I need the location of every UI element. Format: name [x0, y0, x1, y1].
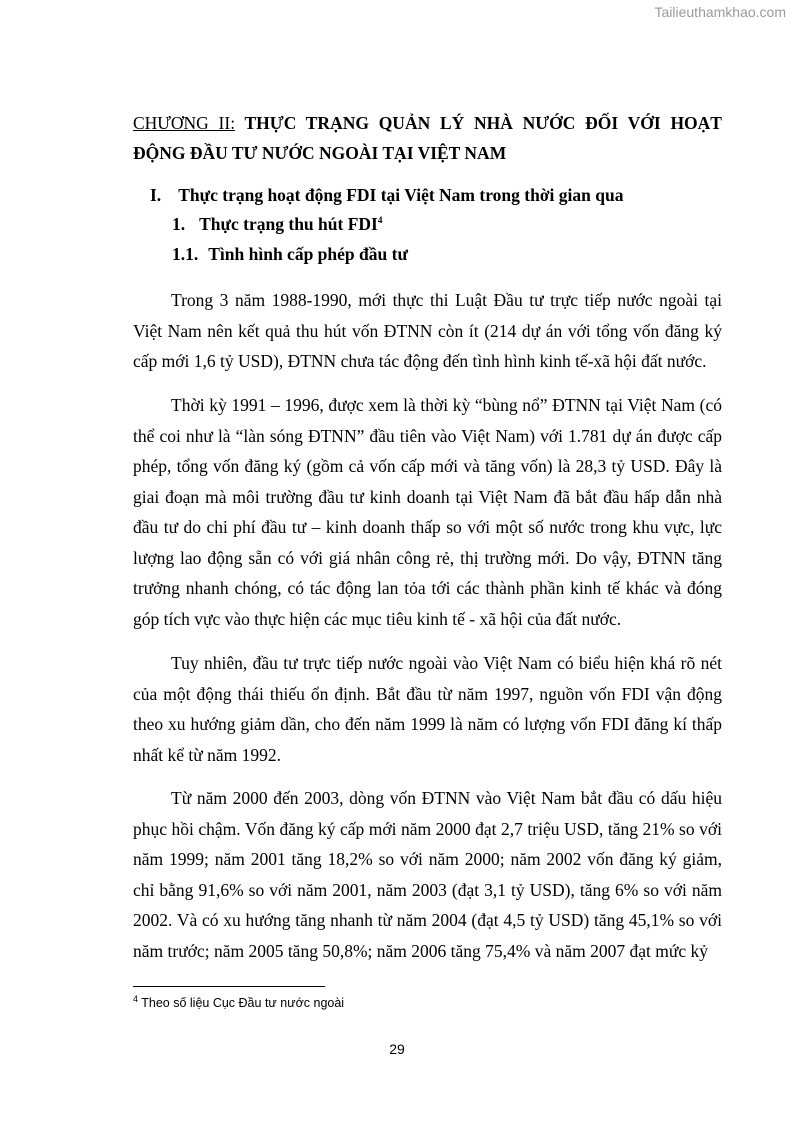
paragraph-line: chỉ bằng 91,6% so với năm 2001, năm 2003 (đạt 3,1 tỷ USD), tăng 6% so với năm: [133, 879, 722, 900]
paragraph-line: thể coi như là “làn sóng ĐTNN” đầu tiên vào Việt Nam) với 1.781 dự án được cấp: [133, 425, 722, 446]
paragraph-line: theo xu hướng giảm dần, cho đến năm 1999 là năm có lượng vốn FDI đăng kí thấp: [133, 714, 722, 734]
section-title: Tình hình cấp phép đầu tư: [208, 244, 408, 264]
section-1-heading: [172, 214, 382, 235]
footnote-number: 4: [133, 994, 139, 1004]
chapter-label: CHƯƠNG II:: [133, 113, 236, 133]
page-number: 29: [389, 1041, 405, 1057]
section-1-1-heading: [172, 244, 408, 265]
chapter-title-line1: [133, 113, 722, 134]
paragraph-line: năm 1999; năm 2001 tăng 18,2% so với năm 2000; năm 2002 vốn đăng ký giảm,: [133, 849, 722, 869]
paragraph-line: Việt Nam nên kết quả thu hút vốn ĐTNN còn ít (214 dự án với tổng vốn đăng ký: [133, 320, 722, 341]
section-I-heading: [150, 185, 623, 206]
section-title: Thực trạng hoạt động FDI tại Việt Nam trong thời gian qua: [178, 185, 624, 205]
paragraph-line: Từ năm 2000 đến 2003, dòng vốn ĐTNN vào Việt Nam bắt đầu có dấu hiệu: [171, 788, 722, 808]
paragraph-line: 2002. Và có xu hướng tăng nhanh từ năm 2004 (đạt 4,5 tỷ USD) tăng 45,1% so với: [133, 910, 722, 930]
section-number: 1.: [172, 214, 186, 234]
chapter-title: THỰC TRẠNG QUẢN LÝ NHÀ NƯỚC ĐỐI VỚI HOẠT: [244, 113, 722, 133]
footnote-divider: [133, 986, 325, 987]
paragraph-line: của một động thái thiếu ổn định. Bắt đầu từ năm 1997, nguồn vốn FDI vận động: [133, 683, 722, 704]
paragraph-line: Thời kỳ 1991 – 1996, được xem là thời kỳ “bùng nổ” ĐTNN tại Việt Nam (có: [171, 395, 722, 415]
paragraph-line: giai đoạn mà môi trường đầu tư kinh doanh tại Việt Nam đã bắt đầu hấp dẫn nhà: [133, 486, 722, 507]
paragraph-line: Tuy nhiên, đầu tư trực tiếp nước ngoài vào Việt Nam có biểu hiện khá rõ nét: [171, 653, 722, 673]
section-number: I.: [150, 185, 162, 205]
section-number: 1.1.: [172, 244, 199, 264]
paragraph-line: lượng lao động sẵn có với giá nhân công rẻ, thị trường mới. Do vậy, ĐTNN tăng: [133, 547, 722, 568]
paragraph-line: phép, tổng vốn đăng ký (gồm cả vốn cấp mới và tăng vốn) là 28,3 tỷ USD. Đây là: [133, 456, 722, 476]
chapter-title-line2: ĐỘNG ĐẦU TƯ NƯỚC NGOÀI TẠI VIỆT NAM: [133, 143, 507, 163]
paragraph-line: góp tích vực vào thực hiện các mục tiêu kinh tế - xã hội của đất nước.: [133, 608, 622, 629]
footnote-ref[interactable]: 4: [377, 215, 383, 226]
paragraph-line: nhất kể từ năm 1992.: [133, 744, 281, 765]
footnote: [133, 994, 344, 1010]
footnote-text: Theo số liệu Cục Đầu tư nước ngoài: [138, 996, 345, 1011]
paragraph-line: cấp mới 1,6 tỷ USD), ĐTNN chưa tác động đến tình hình kinh tế-xã hội đất nước.: [133, 351, 707, 371]
paragraph-line: đầu tư do chi phí đầu tư – kinh doanh thấp so với một số nước trong khu vực, lực: [133, 517, 722, 537]
paragraph-line: Trong 3 năm 1988-1990, mới thực thi Luật Đầu tư trực tiếp nước ngoài tại: [171, 290, 722, 310]
section-title: Thực trạng thu hút FDI: [199, 214, 378, 234]
paragraph-line: năm trước; năm 2005 tăng 50,8%; năm 2006 tăng 75,4% và năm 2007 đạt mức kỷ: [133, 940, 708, 961]
paragraph-line: phục hồi chậm. Vốn đăng ký cấp mới năm 2000 đạt 2,7 triệu USD, tăng 21% so với: [133, 818, 722, 839]
paragraph-line: trưởng nhanh chóng, có tác động lan tỏa tới các thành phần kinh tế khác và đóng: [133, 578, 722, 598]
watermark: Tailieuthamkhao.com: [654, 4, 786, 20]
